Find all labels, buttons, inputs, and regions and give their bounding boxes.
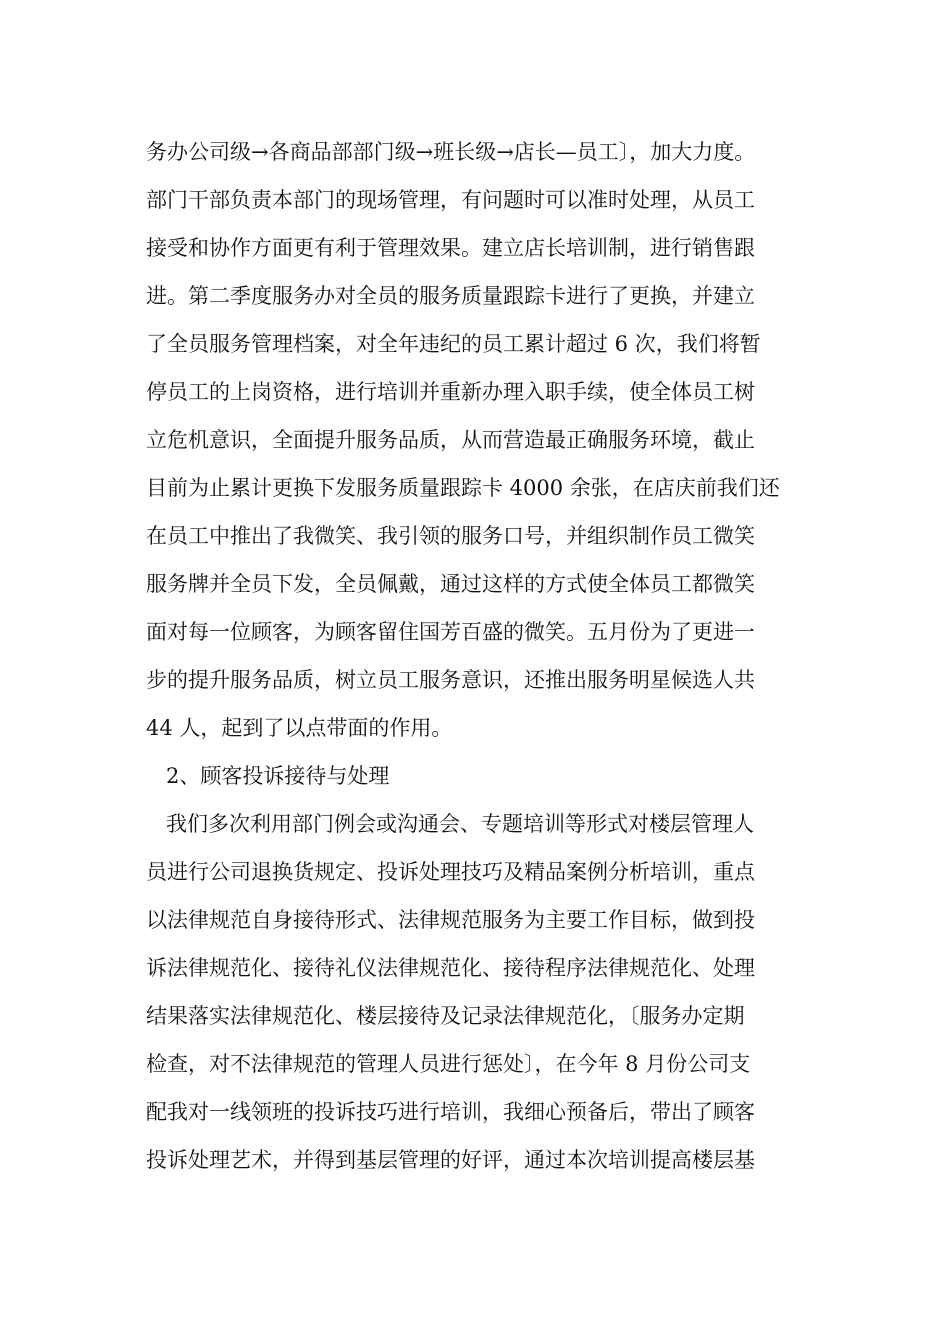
text-line: 诉法律规范化、接待礼仪法律规范化、接待程序法律规范化、处理 bbox=[146, 956, 755, 980]
text-line: 接受和协作方面更有利于管理效果。建立店长培训制，进行销售跟 bbox=[146, 236, 755, 260]
text-line: 以法律规范自身接待形式、法律规范服务为主要工作目标，做到投 bbox=[146, 908, 755, 932]
text-line: 44 人，起到了以点带面的作用。 bbox=[146, 716, 453, 740]
text-line: 步的提升服务品质，树立员工服务意识，还推出服务明星候选人共 bbox=[146, 668, 755, 692]
paragraph-first-line: 我们多次利用部门例会或沟通会、专题培训等形式对楼层管理人 bbox=[166, 812, 754, 836]
text-line: 目前为止累计更换下发服务质量跟踪卡 4000 余张，在店庆前我们还 bbox=[146, 476, 780, 500]
text-line: 服务牌并全员下发，全员佩戴，通过这样的方式使全体员工都微笑 bbox=[146, 572, 755, 596]
text-line: 务办公司级→各商品部部门级→班长级→店长—员工〕，加大力度。 bbox=[146, 140, 756, 164]
text-line: 立危机意识，全面提升服务品质，从而营造最正确服务环境，截止 bbox=[146, 428, 755, 452]
text-line: 在员工中推出了我微笑、我引领的服务口号，并组织制作员工微笑 bbox=[146, 524, 755, 548]
text-line: 结果落实法律规范化、楼层接待及记录法律规范化，〔服务办定期 bbox=[146, 1004, 745, 1028]
text-line: 进。第二季度服务办对全员的服务质量跟踪卡进行了更换，并建立 bbox=[146, 284, 755, 308]
text-line: 停员工的上岗资格，进行培训并重新办理入职手续，使全体员工树 bbox=[146, 380, 755, 404]
text-line: 投诉处理艺术，并得到基层管理的好评，通过本次培训提高楼层基 bbox=[146, 1148, 755, 1172]
section-heading: 2、顾客投诉接待与处理 bbox=[166, 764, 390, 788]
text-line: 了全员服务管理档案，对全年违纪的员工累计超过 6 次，我们将暂 bbox=[146, 332, 761, 356]
text-line: 检查，对不法律规范的管理人员进行惩处〕，在今年 8 月份公司支 bbox=[146, 1052, 751, 1076]
text-line: 部门干部负责本部门的现场管理，有问题时可以准时处理，从员工 bbox=[146, 188, 755, 212]
text-line: 配我对一线领班的投诉技巧进行培训，我细心预备后，带出了顾客 bbox=[146, 1100, 755, 1124]
text-line: 员进行公司退换货规定、投诉处理技巧及精品案例分析培训，重点 bbox=[146, 860, 755, 884]
text-line: 面对每一位顾客，为顾客留住国芳百盛的微笑。五月份为了更进一 bbox=[146, 620, 755, 644]
